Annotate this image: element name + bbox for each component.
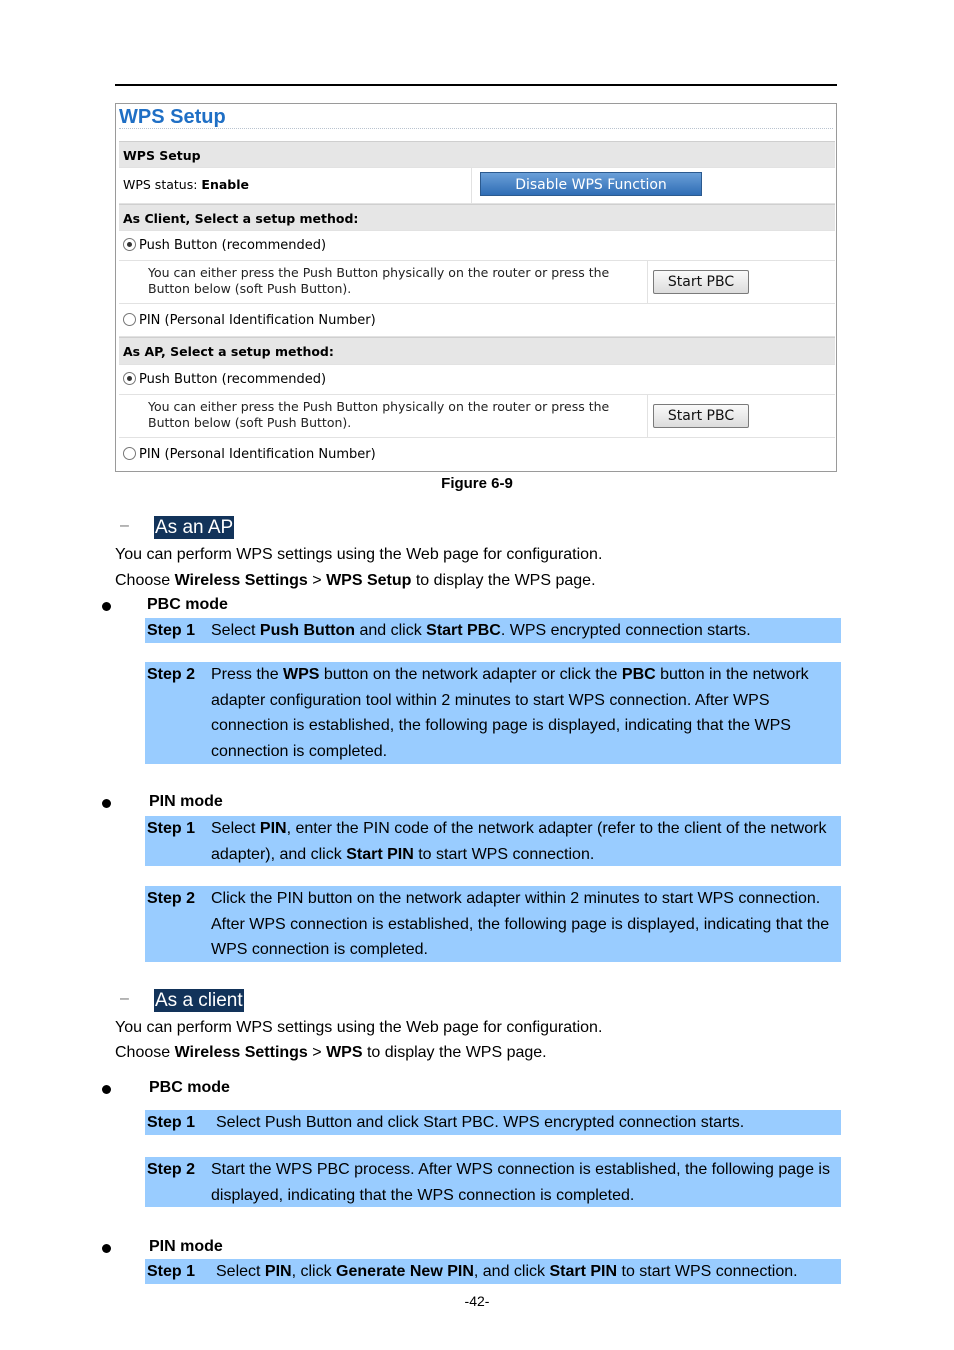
client-pin-option[interactable] xyxy=(123,313,376,328)
client-section-heading: As a client xyxy=(155,990,243,1011)
client-pin-row xyxy=(119,304,835,337)
bullet-icon xyxy=(102,602,111,611)
figure-caption: Figure 6-9 xyxy=(441,475,513,492)
ap-pbc-row xyxy=(119,395,835,438)
client-choose-bold1: Wireless Settings xyxy=(174,1044,308,1061)
client-push-button-row xyxy=(119,231,835,261)
client-choose-suffix: to display the WPS page. xyxy=(362,1044,547,1061)
cell-divider xyxy=(647,395,648,437)
ap-choose-bold1: Wireless Settings xyxy=(174,572,308,589)
step-body: Select PIN, click Generate New PIN, and click Start PIN to start WPS connection. xyxy=(216,1263,798,1280)
panel-title: WPS Setup xyxy=(119,106,226,128)
step-body: Click the PIN button on the network adapter within 2 minutes to start WPS connection. After WPS connection is established, the following page is displayed, indicating that the WPS connection is completed. xyxy=(211,890,830,958)
ap-pbc-mode-label: PBC mode xyxy=(147,596,228,613)
client-push-button-option[interactable] xyxy=(123,238,326,253)
step-body: Start the WPS PBC process. After WPS connection is established, the following page is displayed, indicating that the WPS connection is completed. xyxy=(211,1161,830,1204)
ap-pin-label: PIN (Personal Identification Number) xyxy=(139,447,376,462)
wps-status-row xyxy=(119,168,835,204)
ap-pbc-description: You can either press the Push Button physically on the router or press the Button below (soft Push Button). xyxy=(148,399,610,430)
wps-status-text xyxy=(123,177,249,192)
step-body: Select PIN, enter the PIN code of the network adapter (refer to the client of the network adapter), and click Start PIN to start WPS connection. xyxy=(211,820,827,863)
ap-choose-line xyxy=(115,571,596,591)
ap-pin-option[interactable] xyxy=(123,447,376,462)
step-label: Step 2 xyxy=(147,666,196,683)
step-label: Step 1 xyxy=(147,622,196,639)
title-divider xyxy=(119,128,833,129)
wps-setup-header xyxy=(119,141,835,168)
client-choose-bold2: WPS xyxy=(326,1044,363,1061)
wps-setup-header-label: WPS Setup xyxy=(123,148,201,163)
client-push-button-label: Push Button (recommended) xyxy=(139,238,327,253)
dash-marker: – xyxy=(120,517,129,534)
page-number: -42- xyxy=(464,1293,490,1309)
step-label: Step 1 xyxy=(147,1114,196,1131)
header-rule xyxy=(115,84,837,86)
bullet-icon xyxy=(102,1244,111,1253)
ap-pin-mode-label: PIN mode xyxy=(149,793,223,810)
step-label: Step 1 xyxy=(147,1263,196,1280)
wps-status-label: WPS status: xyxy=(123,177,202,192)
radio-selected-icon[interactable] xyxy=(123,238,136,251)
client-header xyxy=(119,204,835,231)
ap-pbc-step1 xyxy=(145,618,841,643)
ap-header-label: As AP, Select a setup method: xyxy=(123,344,334,359)
ap-push-button-row xyxy=(119,365,835,395)
step-body: Press the WPS button on the network adapter or click the PBC button in the network adapter configuration tool within 2 minutes to start WPS connection. After WPS connection is established, the following page is displayed, indicating that the WPS connection is completed. xyxy=(211,666,809,760)
client-pin-step1 xyxy=(145,1259,841,1284)
client-pbc-row xyxy=(119,261,835,304)
ap-pin-step1 xyxy=(145,816,841,866)
step-body: Select Push Button and click Start PBC. WPS encrypted connection starts. xyxy=(211,622,751,639)
wps-setup-screenshot xyxy=(115,103,837,472)
ap-header xyxy=(119,337,835,365)
ap-choose-sep: > xyxy=(307,572,327,589)
ap-start-pbc-button[interactable]: Start PBC xyxy=(653,404,749,428)
client-choose-prefix: Choose xyxy=(115,1044,175,1061)
cell-divider xyxy=(471,168,472,203)
client-header-label: As Client, Select a setup method: xyxy=(123,211,359,226)
disable-wps-button[interactable]: Disable WPS Function xyxy=(480,172,702,196)
step-body: Select Push Button and click Start PBC. WPS encrypted connection starts. xyxy=(216,1114,745,1131)
radio-unselected-icon[interactable] xyxy=(123,313,136,326)
ap-choose-suffix: to display the WPS page. xyxy=(411,572,596,589)
ap-intro: You can perform WPS settings using the Web page for configuration. xyxy=(115,546,603,563)
ap-push-button-label: Push Button (recommended) xyxy=(139,372,327,387)
client-choose-line xyxy=(115,1043,547,1063)
bullet-icon xyxy=(102,1085,111,1094)
dash-marker: – xyxy=(120,990,129,1007)
client-pin-mode-label: PIN mode xyxy=(149,1238,223,1255)
radio-selected-icon[interactable] xyxy=(123,372,136,385)
client-pbc-step1 xyxy=(145,1110,841,1135)
step-label: Step 2 xyxy=(147,890,196,907)
client-pbc-mode-label: PBC mode xyxy=(149,1079,230,1096)
radio-unselected-icon[interactable] xyxy=(123,447,136,460)
ap-choose-bold2: WPS Setup xyxy=(326,572,412,589)
client-start-pbc-button[interactable]: Start PBC xyxy=(653,270,749,294)
client-choose-sep: > xyxy=(307,1044,327,1061)
wps-status-value: Enable xyxy=(201,177,249,192)
step-label: Step 1 xyxy=(147,820,196,837)
client-pin-label: PIN (Personal Identification Number) xyxy=(139,313,376,328)
bullet-icon xyxy=(102,799,111,808)
cell-divider xyxy=(647,261,648,303)
ap-choose-prefix: Choose xyxy=(115,572,175,589)
client-pbc-step2 xyxy=(145,1157,841,1207)
ap-push-button-option[interactable] xyxy=(123,372,326,387)
ap-pbc-step2 xyxy=(145,662,841,764)
ap-pin-row xyxy=(119,438,835,471)
ap-section-heading: As an AP xyxy=(155,517,234,538)
ap-pin-step2 xyxy=(145,886,841,962)
step-label: Step 2 xyxy=(147,1161,196,1178)
client-intro: You can perform WPS settings using the Web page for configuration. xyxy=(115,1019,603,1036)
client-pbc-description: You can either press the Push Button physically on the router or press the Button below (soft Push Button). xyxy=(148,265,610,296)
